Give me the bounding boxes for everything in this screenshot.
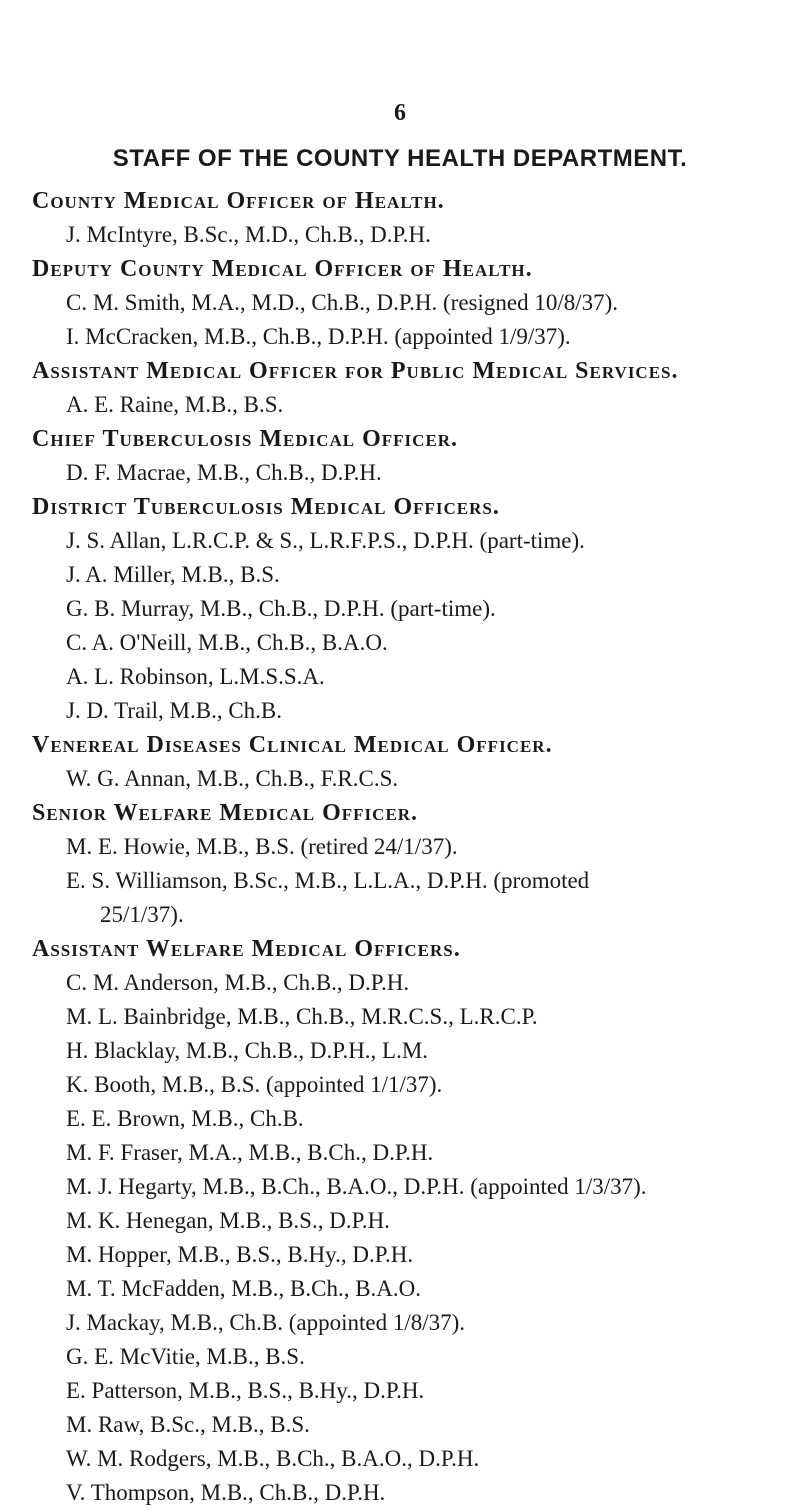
staff-entry: W. M. Rodgers, M.B., B.Ch., B.A.O., D.P.H.	[66, 1446, 480, 1471]
staff-entry: H. Blacklay, M.B., Ch.B., D.P.H., L.M.	[66, 1038, 429, 1063]
section-heading: Chief Tuberculosis Medical Officer.	[32, 426, 459, 452]
page-number: 6	[394, 100, 406, 126]
staff-entry: D. F. Macrae, M.B., Ch.B., D.P.H.	[66, 460, 382, 485]
section-heading: Assistant Welfare Medical Officers.	[32, 936, 461, 962]
page-title: STAFF OF THE COUNTY HEALTH DEPARTMENT.	[112, 145, 688, 172]
staff-entry: M. Hopper, M.B., B.S., B.Hy., D.P.H.	[66, 1242, 414, 1267]
staff-entry: V. Thompson, M.B., Ch.B., D.P.H.	[66, 1480, 386, 1505]
section-heading: Senior Welfare Medical Officer.	[32, 800, 419, 826]
staff-entry: C. M. Anderson, M.B., Ch.B., D.P.H.	[66, 970, 410, 995]
staff-entry: J. Mackay, M.B., Ch.B. (appointed 1/8/37).	[66, 1310, 466, 1335]
staff-entry: M. Raw, B.Sc., M.B., B.S.	[66, 1412, 310, 1437]
staff-entry: A. L. Robinson, L.M.S.S.A.	[66, 664, 325, 689]
staff-entry: I. McCracken, M.B., Ch.B., D.P.H. (appointed 1/9/37).	[66, 324, 571, 349]
staff-entry: M. J. Hegarty, M.B., B.Ch., B.A.O., D.P.H. (appointed 1/3/37).	[66, 1174, 647, 1199]
staff-list	[32, 184, 792, 1510]
staff-entry: E. E. Brown, M.B., Ch.B.	[66, 1106, 304, 1131]
staff-entry: M. T. McFadden, M.B., B.Ch., B.A.O.	[66, 1276, 422, 1301]
staff-entry: M. E. Howie, M.B., B.S. (retired 24/1/37).	[66, 834, 458, 859]
staff-entry: M. F. Fraser, M.A., M.B., B.Ch., D.P.H.	[66, 1140, 434, 1165]
staff-entry: G. E. McVitie, M.B., B.S.	[66, 1344, 305, 1369]
section-heading: County Medical Officer of Health.	[32, 188, 445, 214]
staff-entry: J. A. Miller, M.B., B.S.	[66, 562, 280, 587]
staff-entry: J. McIntyre, B.Sc., M.D., Ch.B., D.P.H.	[66, 222, 431, 247]
staff-entry: M. K. Henegan, M.B., B.S., D.P.H.	[66, 1208, 390, 1233]
section-heading: Venereal Diseases Clinical Medical Officer.	[32, 732, 553, 758]
staff-entry: J. S. Allan, L.R.C.P. & S., L.R.F.P.S., D.P.H. (part-time).	[66, 528, 585, 553]
section-heading: District Tuberculosis Medical Officers.	[32, 494, 500, 520]
staff-entry: C. A. O'Neill, M.B., Ch.B., B.A.O.	[66, 630, 388, 655]
staff-entry: M. L. Bainbridge, M.B., Ch.B., M.R.C.S., L.R.C.P.	[66, 1004, 538, 1029]
staff-entry: E. S. Williamson, B.Sc., M.B., L.L.A., D.P.H. (promoted	[66, 868, 590, 893]
staff-entry: G. B. Murray, M.B., Ch.B., D.P.H. (part-time).	[66, 596, 496, 621]
staff-entry: A. E. Raine, M.B., B.S.	[66, 392, 284, 417]
staff-entry-continuation: 25/1/37).	[100, 902, 184, 927]
staff-entry: W. G. Annan, M.B., Ch.B., F.R.C.S.	[66, 766, 399, 791]
staff-entry: J. D. Trail, M.B., Ch.B.	[66, 698, 283, 723]
staff-entry: C. M. Smith, M.A., M.D., Ch.B., D.P.H. (resigned 10/8/37).	[66, 290, 619, 315]
section-heading: Deputy County Medical Officer of Health.	[32, 256, 533, 282]
staff-entry: K. Booth, M.B., B.S. (appointed 1/1/37).	[66, 1072, 443, 1097]
staff-entry: E. Patterson, M.B., B.S., B.Hy., D.P.H.	[66, 1378, 425, 1403]
section-heading: Assistant Medical Officer for Public Medical Services.	[32, 358, 679, 384]
